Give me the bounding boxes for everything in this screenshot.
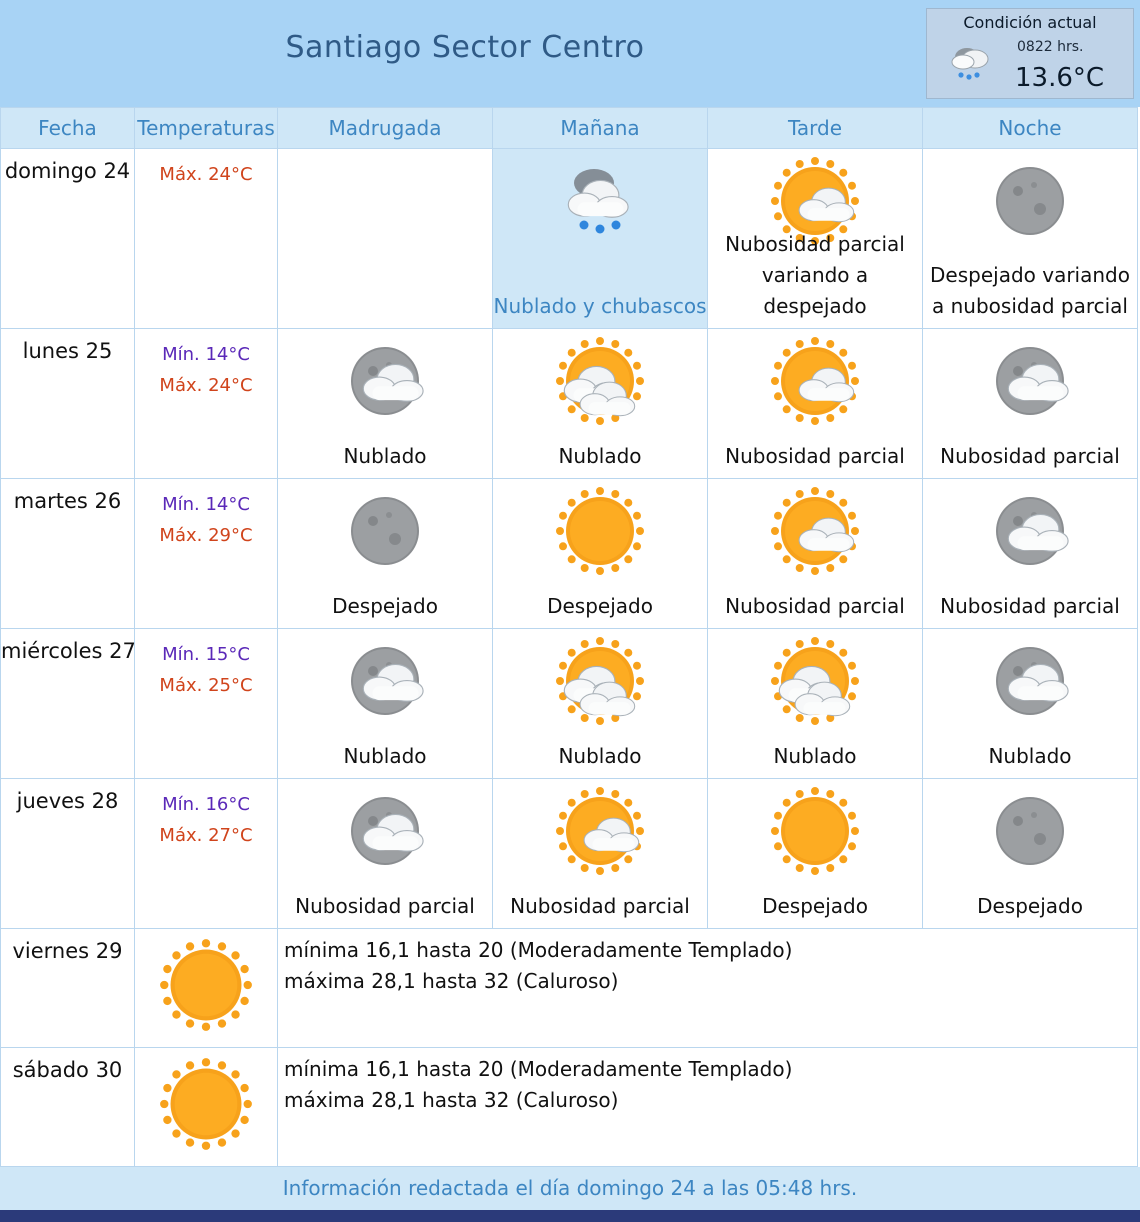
moon-cloud-icon bbox=[339, 635, 431, 727]
sun-clouds-icon bbox=[554, 335, 646, 427]
column-header-tarde: Tarde bbox=[708, 108, 923, 149]
moon-cloud-icon bbox=[339, 785, 431, 877]
moon-icon bbox=[984, 155, 1076, 247]
day-temperatures bbox=[135, 779, 278, 929]
cell-tarde bbox=[708, 779, 923, 929]
day-row bbox=[1, 329, 1138, 479]
cell-madrugada bbox=[278, 149, 493, 329]
cell-noche bbox=[923, 779, 1138, 929]
cell-noche bbox=[923, 149, 1138, 329]
day-row bbox=[1, 629, 1138, 779]
condition-text: Nublado bbox=[343, 444, 427, 468]
moon-cloud-icon bbox=[984, 485, 1076, 577]
moon-cloud-icon bbox=[984, 335, 1076, 427]
sun-icon bbox=[769, 785, 861, 877]
temp-min: Mín. 14°C bbox=[162, 344, 250, 365]
current-condition-label: Condición actual bbox=[963, 13, 1097, 32]
sun-icon bbox=[158, 1056, 254, 1152]
condition-text: Despejado bbox=[977, 894, 1083, 918]
condition-text: Nubosidad parcial bbox=[725, 594, 905, 618]
day-temperatures bbox=[135, 149, 278, 329]
temp-max: Máx. 29°C bbox=[159, 525, 253, 546]
temp-min: Mín. 16°C bbox=[162, 794, 250, 815]
column-header-manana: Mañana bbox=[493, 108, 708, 149]
sun-icon bbox=[554, 485, 646, 577]
current-condition-box bbox=[926, 8, 1134, 99]
min-range-text: mínima 16,1 hasta 20 (Moderadamente Templado) bbox=[284, 938, 793, 962]
condition-text: Nubosidad parcial bbox=[940, 444, 1120, 468]
day-row bbox=[1, 479, 1138, 629]
sun-cloud-icon bbox=[769, 335, 861, 427]
extended-description bbox=[278, 1048, 1138, 1167]
condition-text: Despejado bbox=[332, 594, 438, 618]
extended-row bbox=[1, 1048, 1138, 1167]
condition-text: Nublado bbox=[558, 444, 642, 468]
temp-max: Máx. 25°C bbox=[159, 675, 253, 696]
cell-tarde bbox=[708, 479, 923, 629]
current-temperature: 13.6°C bbox=[1015, 63, 1105, 93]
cell-madrugada bbox=[278, 479, 493, 629]
cell-noche bbox=[923, 479, 1138, 629]
condition-text: Nubosidad parcial bbox=[940, 594, 1120, 618]
day-date: martes 26 bbox=[1, 479, 135, 629]
column-header-row bbox=[1, 108, 1138, 149]
cell-madrugada bbox=[278, 629, 493, 779]
extended-row bbox=[1, 929, 1138, 1048]
cell-madrugada bbox=[278, 329, 493, 479]
day-temperatures bbox=[135, 479, 278, 629]
condition-text: Nublado bbox=[773, 744, 857, 768]
day-row bbox=[1, 149, 1138, 329]
condition-text: Nubosidad parcial bbox=[510, 894, 690, 918]
footer-info: Información redactada el día domingo 24 a las 05:48 hrs. bbox=[0, 1167, 1140, 1210]
cell-manana bbox=[493, 329, 708, 479]
day-date: viernes 29 bbox=[1, 929, 135, 1048]
rain-cloud-icon bbox=[945, 37, 997, 89]
day-icon-cell bbox=[135, 1048, 278, 1167]
condition-text: Nublado bbox=[343, 744, 427, 768]
current-time: 0822 hrs. bbox=[1017, 39, 1084, 55]
cell-tarde bbox=[708, 629, 923, 779]
day-row bbox=[1, 779, 1138, 929]
cell-tarde bbox=[708, 149, 923, 329]
moon-icon bbox=[984, 785, 1076, 877]
sun-cloud-icon bbox=[554, 785, 646, 877]
condition-text: Nublado bbox=[988, 744, 1072, 768]
condition-text: Nublado bbox=[558, 744, 642, 768]
condition-text: Despejado variando a nubosidad parcial bbox=[930, 263, 1130, 318]
page-title: Santiago Sector Centro bbox=[285, 30, 645, 65]
max-range-text: máxima 28,1 hasta 32 (Caluroso) bbox=[284, 1088, 619, 1112]
condition-text: Despejado bbox=[547, 594, 653, 618]
sun-icon bbox=[158, 937, 254, 1033]
cell-madrugada bbox=[278, 779, 493, 929]
column-header-madrugada: Madrugada bbox=[278, 108, 493, 149]
temp-max: Máx. 24°C bbox=[159, 164, 253, 185]
moon-icon bbox=[339, 485, 431, 577]
moon-cloud-icon bbox=[339, 335, 431, 427]
cell-manana bbox=[493, 479, 708, 629]
condition-text: Nublado y chubascos bbox=[493, 294, 707, 318]
condition-text: Nubosidad parcial bbox=[725, 444, 905, 468]
bottom-bar bbox=[0, 1210, 1140, 1222]
cell-manana bbox=[493, 779, 708, 929]
day-icon-cell bbox=[135, 929, 278, 1048]
condition-text: Nubosidad parcial variando a despejado bbox=[725, 232, 905, 318]
sun-clouds-icon bbox=[554, 635, 646, 727]
day-date: sábado 30 bbox=[1, 1048, 135, 1167]
day-date: lunes 25 bbox=[1, 329, 135, 479]
column-header-noche: Noche bbox=[923, 108, 1138, 149]
day-temperatures bbox=[135, 629, 278, 779]
sun-cloud-icon bbox=[769, 485, 861, 577]
cell-manana bbox=[493, 629, 708, 779]
temp-max: Máx. 24°C bbox=[159, 375, 253, 396]
cell-noche bbox=[923, 629, 1138, 779]
forecast-table bbox=[0, 107, 1138, 1167]
cell-tarde bbox=[708, 329, 923, 479]
column-header-fecha: Fecha bbox=[1, 108, 135, 149]
cell-manana bbox=[493, 149, 708, 329]
extended-description bbox=[278, 929, 1138, 1048]
temp-max: Máx. 27°C bbox=[159, 825, 253, 846]
day-date: domingo 24 bbox=[1, 149, 135, 329]
condition-text: Nubosidad parcial bbox=[295, 894, 475, 918]
day-date: jueves 28 bbox=[1, 779, 135, 929]
day-temperatures bbox=[135, 329, 278, 479]
column-header-temperaturas: Temperaturas bbox=[135, 108, 278, 149]
min-range-text: mínima 16,1 hasta 20 (Moderadamente Templado) bbox=[284, 1057, 793, 1081]
temp-min: Mín. 15°C bbox=[162, 644, 250, 665]
sun-clouds-icon bbox=[769, 635, 861, 727]
max-range-text: máxima 28,1 hasta 32 (Caluroso) bbox=[284, 969, 619, 993]
rain-cloud-icon bbox=[554, 155, 646, 247]
cell-noche bbox=[923, 329, 1138, 479]
condition-text: Despejado bbox=[762, 894, 868, 918]
moon-cloud-icon bbox=[984, 635, 1076, 727]
header-bar bbox=[0, 0, 1140, 107]
day-date: miércoles 27 bbox=[1, 629, 135, 779]
temp-min: Mín. 14°C bbox=[162, 494, 250, 515]
